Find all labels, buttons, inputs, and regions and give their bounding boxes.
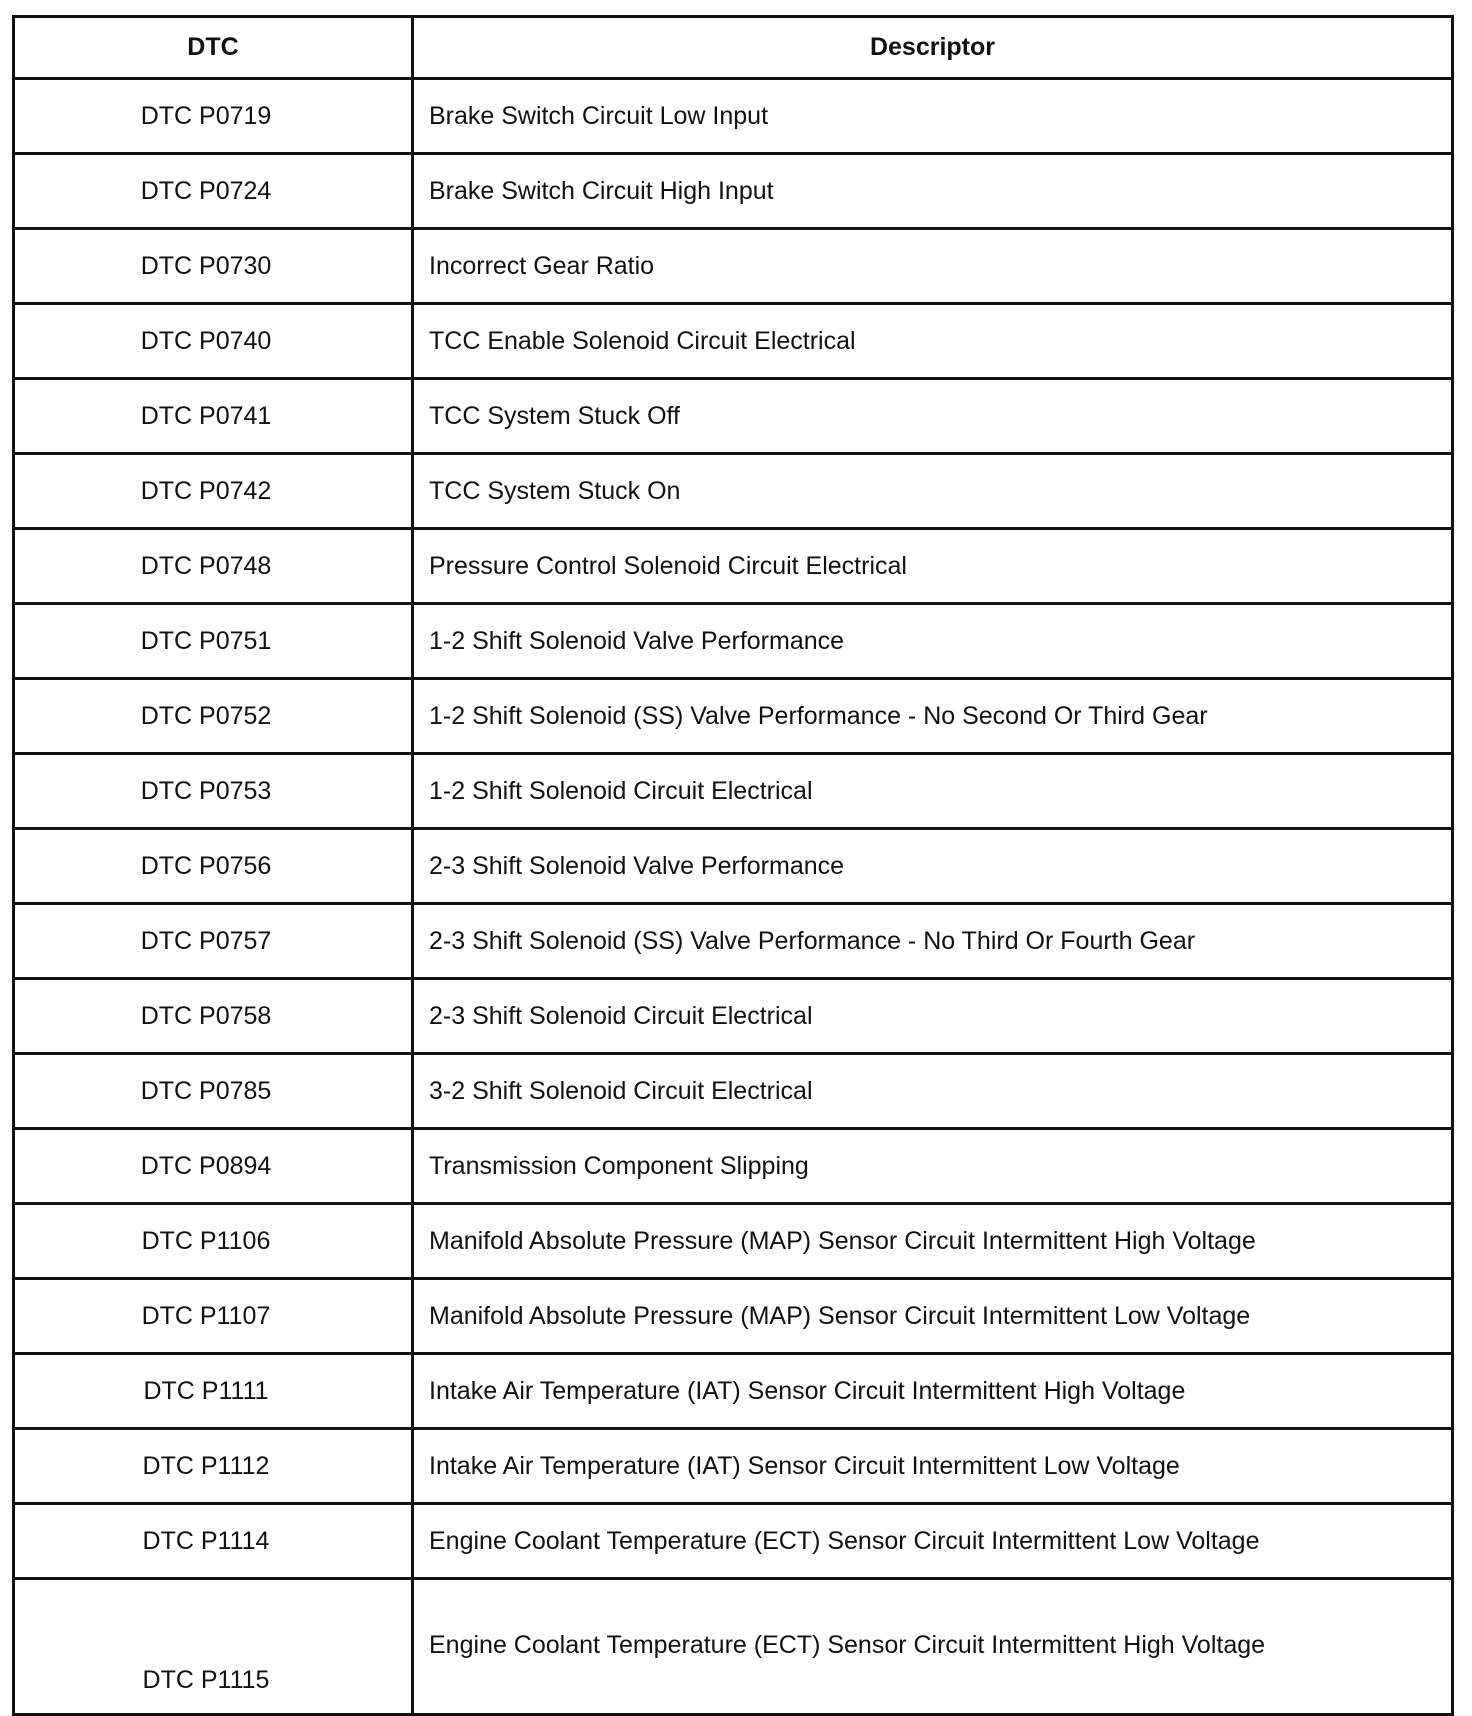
descriptor-cell: Intake Air Temperature (IAT) Sensor Circuit Intermittent Low Voltage bbox=[413, 1429, 1453, 1504]
table-row bbox=[14, 1204, 1453, 1279]
table-row bbox=[14, 904, 1453, 979]
descriptor-cell: 2-3 Shift Solenoid (SS) Valve Performance - No Third Or Fourth Gear bbox=[413, 904, 1453, 979]
table-row bbox=[14, 1429, 1453, 1504]
dtc-code-cell: DTC P0758 bbox=[14, 979, 413, 1054]
table-row bbox=[14, 679, 1453, 754]
table-row bbox=[14, 754, 1453, 829]
descriptor-cell: Manifold Absolute Pressure (MAP) Sensor Circuit Intermittent Low Voltage bbox=[413, 1279, 1453, 1354]
descriptor-cell: Engine Coolant Temperature (ECT) Sensor Circuit Intermittent Low Voltage bbox=[413, 1504, 1453, 1579]
dtc-code-cell: DTC P0785 bbox=[14, 1054, 413, 1129]
dtc-code-cell: DTC P0741 bbox=[14, 379, 413, 454]
table-row bbox=[14, 304, 1453, 379]
table-row bbox=[14, 529, 1453, 604]
table-row bbox=[14, 829, 1453, 904]
table-row bbox=[14, 1354, 1453, 1429]
table-row bbox=[14, 1579, 1453, 1715]
dtc-code-cell: DTC P0894 bbox=[14, 1129, 413, 1204]
descriptor-cell: Manifold Absolute Pressure (MAP) Sensor Circuit Intermittent High Voltage bbox=[413, 1204, 1453, 1279]
table-row bbox=[14, 154, 1453, 229]
table-row bbox=[14, 1504, 1453, 1579]
dtc-code-cell: DTC P0748 bbox=[14, 529, 413, 604]
table-row bbox=[14, 79, 1453, 154]
descriptor-cell: Incorrect Gear Ratio bbox=[413, 229, 1453, 304]
dtc-code-cell: DTC P1112 bbox=[14, 1429, 413, 1504]
descriptor-cell: 1-2 Shift Solenoid Valve Performance bbox=[413, 604, 1453, 679]
descriptor-cell: TCC Enable Solenoid Circuit Electrical bbox=[413, 304, 1453, 379]
descriptor-cell: Intake Air Temperature (IAT) Sensor Circuit Intermittent High Voltage bbox=[413, 1354, 1453, 1429]
descriptor-cell: TCC System Stuck On bbox=[413, 454, 1453, 529]
descriptor-cell: Transmission Component Slipping bbox=[413, 1129, 1453, 1204]
table-row bbox=[14, 379, 1453, 454]
dtc-code-cell: DTC P0724 bbox=[14, 154, 413, 229]
table-body bbox=[14, 79, 1453, 1715]
table-row bbox=[14, 979, 1453, 1054]
table-row bbox=[14, 229, 1453, 304]
header-row bbox=[14, 17, 1453, 79]
descriptor-cell: Pressure Control Solenoid Circuit Electrical bbox=[413, 529, 1453, 604]
dtc-code-cell: DTC P0756 bbox=[14, 829, 413, 904]
descriptor-cell: 2-3 Shift Solenoid Valve Performance bbox=[413, 829, 1453, 904]
dtc-code-cell: DTC P0752 bbox=[14, 679, 413, 754]
column-header-descriptor: Descriptor bbox=[413, 17, 1453, 79]
descriptor-cell: Engine Coolant Temperature (ECT) Sensor Circuit Intermittent High Voltage bbox=[413, 1579, 1453, 1715]
descriptor-cell: 1-2 Shift Solenoid Circuit Electrical bbox=[413, 754, 1453, 829]
dtc-code-cell: DTC P0730 bbox=[14, 229, 413, 304]
dtc-code-cell: DTC P0719 bbox=[14, 79, 413, 154]
dtc-code-cell: DTC P1111 bbox=[14, 1354, 413, 1429]
table-row bbox=[14, 1054, 1453, 1129]
descriptor-cell: 2-3 Shift Solenoid Circuit Electrical bbox=[413, 979, 1453, 1054]
table-row bbox=[14, 1279, 1453, 1354]
dtc-code-cell: DTC P0740 bbox=[14, 304, 413, 379]
table-row bbox=[14, 604, 1453, 679]
dtc-code-cell: DTC P1115 bbox=[14, 1579, 413, 1715]
dtc-code-cell: DTC P0757 bbox=[14, 904, 413, 979]
dtc-code-cell: DTC P1107 bbox=[14, 1279, 413, 1354]
dtc-code-cell: DTC P0751 bbox=[14, 604, 413, 679]
dtc-code-cell: DTC P1114 bbox=[14, 1504, 413, 1579]
table-header bbox=[14, 17, 1453, 79]
descriptor-cell: Brake Switch Circuit Low Input bbox=[413, 79, 1453, 154]
dtc-code-cell: DTC P0742 bbox=[14, 454, 413, 529]
column-header-dtc: DTC bbox=[14, 17, 413, 79]
descriptor-cell: 3-2 Shift Solenoid Circuit Electrical bbox=[413, 1054, 1453, 1129]
table-row bbox=[14, 1129, 1453, 1204]
descriptor-cell: 1-2 Shift Solenoid (SS) Valve Performance - No Second Or Third Gear bbox=[413, 679, 1453, 754]
descriptor-cell: TCC System Stuck Off bbox=[413, 379, 1453, 454]
dtc-code-cell: DTC P1106 bbox=[14, 1204, 413, 1279]
table-row bbox=[14, 454, 1453, 529]
descriptor-cell: Brake Switch Circuit High Input bbox=[413, 154, 1453, 229]
dtc-table bbox=[12, 15, 1454, 1716]
dtc-code-cell: DTC P0753 bbox=[14, 754, 413, 829]
